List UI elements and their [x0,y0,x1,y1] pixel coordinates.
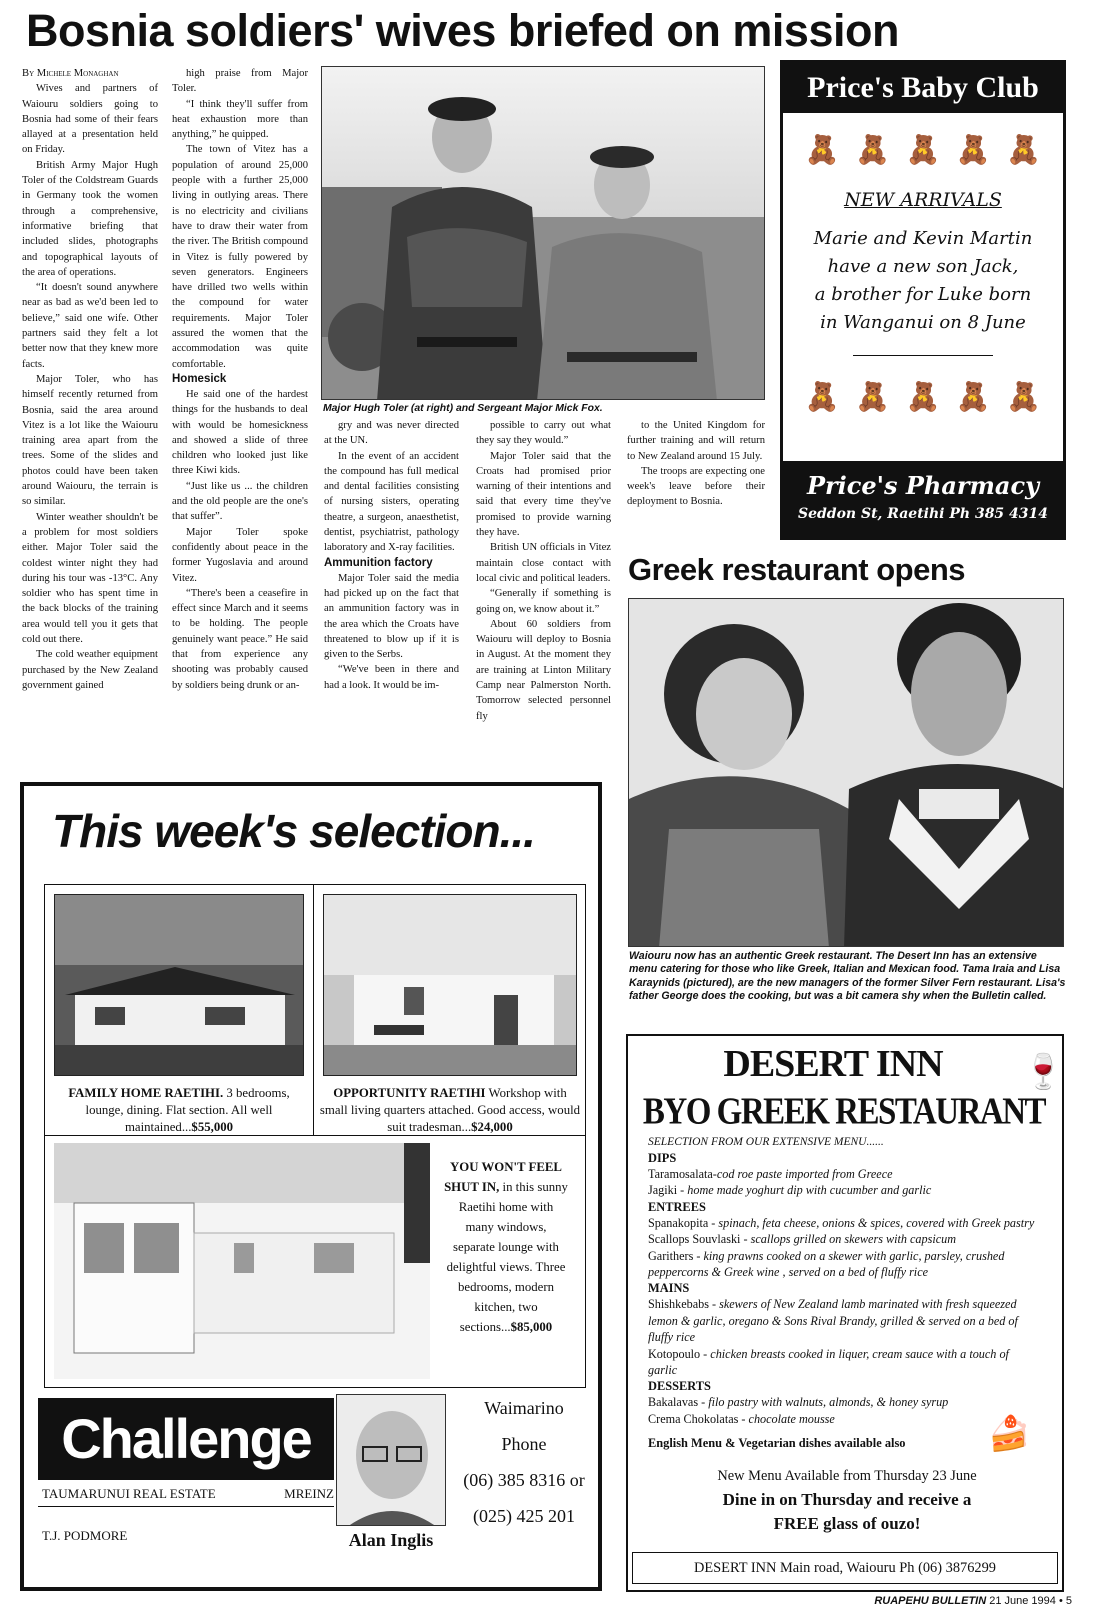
restaurant-managers-photo [628,598,1064,947]
agent-name: Alan Inglis [348,1530,434,1550]
article-paragraph: to the United Kingdom for further training and will return to New Zealand around 15 July. [627,420,765,462]
article-paragraph: “Just like us ... the children and the old people are the one's that suffer”. [172,480,308,523]
dessert-plate-icon: 🍰 [988,1416,1031,1453]
article-column-4 [476,418,611,724]
bear-row-top [783,113,1063,167]
article-paragraph: Major Toler, who has himself recently returned from Bosnia, said the area around Vitez is a lot like the Waiouru training area apart from the trees. Some of the slides and photos could have been taken around Waiouru, the terrain is so similar. [22,373,158,508]
article-paragraph: In the event of an accident the compound has full medical and dental facilities consisting of nursing sisters, operating theatre, a surgeon, anaesthetist, dentist, psychiatrist, pathology laboratory and X-ray facilities. [324,450,459,554]
announcement-line: Marie and Kevin Martin [813,228,1033,249]
listing-2-description: Workshop with small living quarters attached. Good access, would suit tradesman... [319,1086,581,1134]
paper-name: RUAPEHU BULLETIN [874,1595,987,1607]
article-paragraph: Major Toler said the media had picked up on the fact that an ammunition factory was in the area which the Croats have threatened to blow up if it is given to the Serbs. [324,572,459,661]
wine-glass-icon: 🍷 [1022,1054,1065,1091]
teddy-bear-icon: 🧸 [955,382,991,413]
article-paragraph: high praise from Major Toler. [172,68,308,95]
dine-in-offer: Dine in on Thursday and receive a [722,1490,972,1509]
column-1-paragraphs [22,81,158,693]
desert-inn-ad [626,1034,1064,1592]
restaurant-address: DESERT INN Main road, Waiouru Ph (06) 3876299 [693,1560,997,1576]
challenge-wordmark: Challenge [61,1407,311,1470]
challenge-logo [38,1398,334,1480]
article-paragraph: The troops are expecting one week's leave before their deployment to Bosnia. [627,465,765,508]
menu-item-description: filo pastry with walnuts, almonds, & honey syrup [708,1395,949,1410]
menu-item-description: scallops grilled on skewers with capsicum [750,1232,957,1247]
menu-section-heading: DESSERTS [648,1379,711,1394]
listing-1-title: FAMILY HOME RAETIHI. [68,1086,224,1100]
menu-item-name: Jagiki - [648,1183,688,1198]
menu-item [648,1215,1038,1231]
column-2-paragraphs-after [172,387,308,693]
agency-name: TAUMARUNUI REAL ESTATE [42,1486,216,1501]
listing-divider [313,885,314,1135]
menu-item-description: home made yoghurt dip with cucumber and garlic [687,1183,932,1198]
menu-item-name: Taramosalata- [648,1167,717,1181]
baby-club-ad [780,60,1066,540]
article-paragraph: The cold weather equipment purchased by the New Zealand government gained [22,649,158,691]
subhead-ammunition: Ammunition factory [324,556,433,569]
column-5-paragraphs [627,418,765,510]
article-column-1 [22,66,158,693]
article-paragraph: “There's been a ceasefire in effect since March and it seems to be holding. The people genuinely want peace.” He said that from experience any shooting was probably caused by soldiers being drunk or an- [172,587,308,691]
contact-phone-2: (025) 425 201 [473,1506,575,1526]
article-paragraph: Major Toler spoke confidently about peace in the former Yugoslavia and around Vitez. [172,526,308,584]
menu-item [648,1296,1038,1345]
listing-1-photo [54,894,304,1076]
article-paragraph: “Generally if something is going on, we know about it.” [476,588,611,615]
menu-item [648,1248,1038,1281]
article-paragraph: “We've been in there and had a look. It would be im- [324,664,459,691]
menu-list [648,1150,1038,1427]
restaurant-photo-caption: Waiouru now has an authentic Greek restaurant. The Desert Inn has an extensive menu catering for those who like Greek, Italian and Mexican food. Tama Iraia and Lisa Karaynids (pictured), are the new managers of the former Silver Fern restaurant. Lisa's father George does the cooking, but was a bit camera shy when the Bulletin called. [629,950,1066,1003]
agency-line [42,1486,334,1502]
menu-item-name: Shishkebabs - [648,1297,720,1312]
pharmacy-name: Price's Pharmacy [806,471,1040,500]
menu-item-description: king prawns cooked on a skewer with garlic, parsley, crushed peppercorns & Greek wine , served on a bed of fluffy rice [648,1248,1005,1280]
agency-rule [38,1506,334,1507]
pharmacy-block [783,461,1063,537]
menu-item-name: Crema Chokolatas - [648,1411,749,1426]
listing-2-title: OPPORTUNITY RAETIHI [333,1086,486,1100]
real-estate-ad [20,782,602,1591]
menu-item-description: cod roe paste imported from Greece [716,1167,893,1181]
listing-1-price: $55,000 [191,1120,234,1134]
baby-club-title: Price's Baby Club [783,63,1063,113]
menu-item-name: Bakalavas - [648,1395,709,1410]
article-paragraph: Wives and partners of Waiouru soldiers going to Bosnia had some of their fears allayed at a presentation held on Friday. [22,83,158,156]
listing-2-photo [323,894,577,1076]
column-2-paragraphs [172,66,308,372]
menu-section-heading: ENTREES [648,1199,706,1214]
article-column-5 [627,418,765,510]
teddy-bear-icon: 🧸 [855,135,891,166]
subhead-homesick: Homesick [172,372,227,385]
article-paragraph: gry and was never directed at the UN. [324,420,459,447]
teddy-bear-icon: 🧸 [1006,135,1042,166]
article-paragraph: About 60 soldiers from Waiouru will deploy to Bosnia in August. At the moment they are training at Linton Military Camp near Palmerston North. Tomorrow selected personnel fly [476,618,611,722]
menu-item-description: chicken breasts cooked in liquer, cream sauce with a touch of garlic [648,1346,1009,1378]
article-column-2 [172,66,308,693]
menu-section-heading: MAINS [648,1281,690,1296]
agent-photo [336,1394,446,1526]
menu-item [648,1231,1038,1247]
pharmacy-address: Seddon St, Raetihi Ph 385 4314 [797,506,1049,522]
menu-item [648,1182,1038,1198]
menu-item [648,1346,1038,1379]
byline: By Michele Monaghan [22,68,119,79]
announcement-line: in Wanganui on 8 June [820,312,1026,333]
mreinz-label: MREINZ [284,1486,334,1501]
menu-selection: SELECTION FROM OUR EXTENSIVE MENU...... [648,1136,884,1148]
listing-hr [45,1135,585,1136]
announcement-line: have a new son Jack, [827,256,1019,277]
article-headline: Bosnia soldiers' wives briefed on mission [26,5,899,56]
restaurant-subtitle: BYO GREEK RESTAURANT [642,1091,1046,1133]
baby-announcement [783,225,1063,337]
teddy-bear-icon: 🧸 [905,135,941,166]
menu-item-name: Kotopoulo - [648,1346,711,1361]
menu-item-description: spinach, feta cheese, onions & spices, covered with Greek pastry [718,1215,1035,1230]
greek-headline: Greek restaurant opens [628,552,966,587]
page-footer [874,1595,1072,1607]
menu-section-heading: DIPS [648,1151,677,1165]
english-menu-note: English Menu & Vegetarian dishes available also [648,1436,906,1450]
announcement-line: a brother for Luke born [814,284,1032,305]
article-paragraph: The town of Vitez has a population of around 25,000 people with a further 25,000 living in outlying areas. There is no electricity and civilians have to draw their water from the river. The British compound in Vitez is fully powered by seven generators. Engineers have drilled two wells within the compound for water requirements. Major Toler assured the women that the accommodation was quite comfortable. [172,144,308,370]
listing-2-text [319,1085,581,1136]
article-paragraph: possible to carry out what they say they would.” [476,420,611,447]
address-bar [632,1552,1058,1584]
teddy-bear-icon: 🧸 [855,382,891,413]
article-paragraph: Major Toler said that the Croats had promised prior warning of their intentions and said that every time they've promised to provide warning they have. [476,450,611,539]
restaurant-name: DESERT INN [723,1043,943,1085]
column-4-paragraphs [476,418,611,724]
listing-3-description: in this sunny Raetihi home with many windows, separate lounge with delightful views. Three bedrooms, modern kitchen, two sections... [446,1180,568,1334]
article-paragraph: “It doesn't sound anywhere near as bad as we'd been led to believe,” said one wife. Other partners said they felt a lot better now that they knew more facts. [22,282,158,370]
agent-principal: T.J. PODMORE [42,1528,128,1543]
article-column-3 [324,418,459,693]
teddy-bear-icon: 🧸 [1006,382,1042,413]
contact-phone-label: Phone [501,1434,547,1454]
contact-phone-1: (06) 385 8316 or [463,1470,585,1490]
free-ouzo-offer: FREE glass of ouzo! [773,1514,921,1533]
bear-row-bottom [783,356,1063,414]
listings-box [44,884,586,1388]
menu-item-description: skewers of New Zealand lamb marinated with fresh squeezed lemon & garlic, oregano & Sons Rival Brandy, grilled & served on a bed of fluffy rice [648,1297,1018,1345]
teddy-bear-icon: 🧸 [804,135,840,166]
article-paragraph: Winter weather shouldn't be a problem for most soldiers either. Major Toler said the coldest winter night they had during his tour was -13°C. Any soldier who has spent time in the back blocks of the training area would tell you it gets that cold out there. [22,511,158,645]
menu-item [648,1394,1038,1410]
soldiers-photo-caption: Major Hugh Toler (at right) and Sergeant Major Mick Fox. [323,403,603,414]
listing-1-text [51,1085,307,1136]
listing-3-title: YOU WON'T FEEL SHUT IN, [444,1160,562,1194]
contact-block [454,1390,594,1534]
menu-item-name: Spanakopita - [648,1215,719,1230]
menu-item [648,1411,1038,1427]
listing-1-description: 3 bedrooms, lounge, dining. Flat section. All well maintained... [85,1086,290,1134]
menu-item [648,1166,1038,1182]
column-3-paragraphs [324,418,459,556]
menu-item-description: chocolate mousse [748,1411,835,1426]
menu-item-name: Scallops Souvlaski - [648,1232,751,1247]
teddy-bear-icon: 🧸 [905,382,941,413]
teddy-bear-icon: 🧸 [955,135,991,166]
soldiers-photo [321,66,765,400]
article-paragraph: He said one of the hardest things for the husbands to deal with would be homesickness and showed a slide of three children who looked just like three Kiwi kids. [172,388,308,477]
teddy-bear-icon: 🧸 [804,382,840,413]
listing-3-price: $85,000 [510,1320,553,1334]
date-page: 21 June 1994 • 5 [989,1595,1072,1607]
article-paragraph: British UN officials in Vitez maintain close contact with local civic and political leaders. [476,542,611,584]
menu-item-name: Garithers - [648,1248,704,1263]
listing-3-text [443,1157,569,1337]
article-paragraph: “I think they'll suffer from heat exhaustion more than anything,” he quipped. [172,98,308,141]
column-3-paragraphs-after [324,571,459,693]
contact-area: Waimarino [484,1398,564,1418]
new-menu-note: New Menu Available from Thursday 23 June [717,1468,977,1484]
selection-title: This week's selection... [52,805,535,857]
article-paragraph: British Army Major Hugh Toler of the Coldstream Guards in Germany took the women through a comprehensive, informative briefing that included slides, photographs and topographical layouts of the area of operations. [22,159,158,278]
new-arrivals-heading: NEW ARRIVALS [844,189,1002,211]
listing-2-price: $24,000 [471,1120,513,1134]
listing-3-photo [54,1143,430,1379]
